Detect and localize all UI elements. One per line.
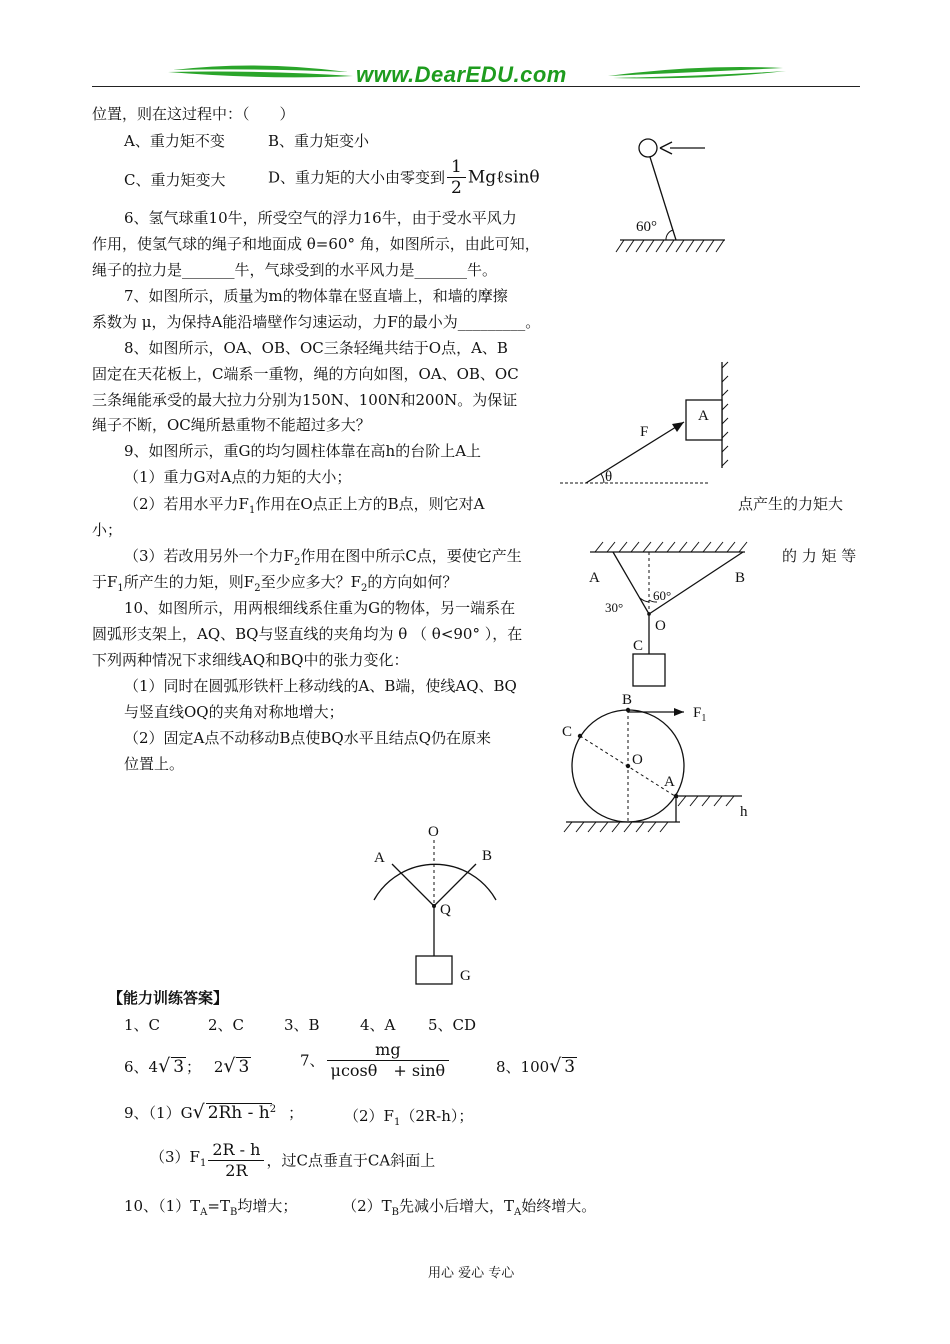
q6-line-3: 绳子的拉力是_______牛，气球受到的水平风力是_______牛。 (92, 261, 498, 279)
q7-line-2: 系数为 μ，为保持A能沿墙壁作匀速运动，力F的最小为_________。 (92, 313, 541, 331)
balloon-angle-label: 60° (636, 219, 657, 235)
header-rule (92, 86, 860, 87)
ropes-label-b: B (735, 570, 746, 586)
wall-angle-label: θ (605, 469, 613, 485)
q5-option-a: A、重力矩不变 (124, 132, 225, 150)
q5-option-c: C、重力矩变大 (124, 171, 226, 189)
q9-part-3: （3）若改用另外一个力$F_2$作用在图中所示C点，要使它产生 (124, 547, 522, 568)
q8-line-2: 固定在天花板上，C端系一重物，绳的方向如图，OA、OB、OC (92, 365, 519, 383)
answer-8: 8、100√ 3 (496, 1055, 576, 1077)
q5-stem: 位置，则在这过程中：（ ） (92, 105, 295, 123)
q10-line-3: 下列两种情况下求细线AQ和BQ中的张力变化： (92, 651, 409, 669)
cyl-label-c: C (562, 724, 573, 740)
cyl-label-a: A (664, 774, 675, 790)
figure-arc-support (360, 820, 510, 990)
q7-line-1: 7、如图所示，质量为m的物体靠在竖直墙上，和墙的摩擦 (124, 287, 508, 305)
ropes-label-a: A (589, 570, 600, 586)
answer-9-part-3: $(3)F_1$ $\frac{2R - h}{2R}$ ，过C点垂直于CA斜面上 (150, 1140, 436, 1180)
arc-label-o: O (428, 824, 439, 840)
q6-line-2: 作用，使氢气球的绳子和地面成 θ=60° 角，如图所示，由此可知， (92, 235, 540, 253)
q8-line-1: 8、如图所示，OA、OB、OC三条轻绳共结于O点，A、B (124, 339, 508, 357)
q10-part-1: （1）同时在圆弧形铁杆上移动线的A、B端，使线AQ、BQ (124, 677, 517, 695)
ropes-angle-60: 60° (653, 588, 672, 603)
q5-option-d: D、重力矩的大小由零变到 $\frac{1}{2}$ Mgℓsinθ (268, 157, 540, 198)
arc-label-q: Q (440, 902, 451, 918)
cyl-label-h: h (740, 804, 748, 820)
answer-2: 2、C (208, 1016, 245, 1034)
q9-part-3-end: 于$F_1$所产生的力矩，则$F_2$至少应多大？$F_2$的方向如何？ (92, 573, 458, 594)
q10-line-2: 圆弧形支架上，AQ、BQ与竖直线的夹角均为 θ （ θ<90° ），在 (92, 625, 523, 643)
cyl-label-o: O (632, 752, 643, 768)
figure-three-ropes (585, 540, 755, 690)
q8-line-3: 三条绳能承受的最大拉力分别为150N、100N和200N。为保证 (92, 391, 518, 409)
arc-label-a: A (374, 850, 385, 866)
answer-10: 10、$(1)T_A=T_B$均增大； $(2)T_B$先减小后增大，$T_A$始终增大。 (124, 1197, 597, 1218)
q8-line-4: 绳子不断，OC绳所悬重物不能超过多大？ (92, 416, 371, 434)
wall-force-label: F (640, 424, 649, 440)
answer-3: 3、B (284, 1016, 320, 1034)
q9-part-2: （2）若用水平力$F_1$作用在O点正上方的B点，则它对A (124, 495, 485, 516)
q9-part-1: （1）重力G对A点的力矩的大小； (124, 468, 352, 486)
arc-label-b: B (482, 848, 493, 864)
q9-part-2-right: 点产生的力矩大 (738, 495, 844, 513)
answer-9-part-2: $(2)F_1(2R-h)$； (344, 1107, 474, 1128)
figure-balloon (600, 130, 740, 260)
answer-7: 7、 $\frac{mg}{\mu\cos\theta + \sin\theta}$ (300, 1040, 451, 1081)
page-footer: 用心 爱心 专心 (428, 1266, 515, 1281)
q9-part-2-end: 小； (92, 521, 123, 539)
q5-option-b: B、重力矩变小 (268, 132, 370, 150)
cyl-label-f1: $F_1$ (693, 705, 707, 724)
q10-line-1: 10、如图所示，用两根细线系住重为G的物体，另一端系在 (124, 599, 516, 617)
ropes-label-o: O (655, 618, 666, 634)
answers-title: 【能力训练答案】 (108, 989, 229, 1007)
arc-label-g: G (460, 968, 471, 984)
cyl-label-b: B (622, 692, 633, 708)
header-logo-text: www.DearEDU.com (356, 62, 567, 87)
q10-part-1-end: 与竖直线OQ的夹角对称地增大； (124, 703, 344, 721)
figure-cylinder-step (560, 690, 760, 840)
answer-5: 5、CD (428, 1016, 477, 1034)
figure-wall-block (560, 360, 730, 490)
q10-part-2-end: 位置上。 (124, 755, 185, 773)
answer-1: 1、C (124, 1016, 161, 1034)
wall-block-label: A (698, 408, 709, 424)
answer-6: 6、4√ 3 ； 2√ 3 (124, 1055, 250, 1077)
answer-4: 4、A (360, 1016, 396, 1034)
q9-line-1: 9、如图所示，重G的均匀圆柱体靠在高h的台阶上A上 (124, 442, 482, 460)
q10-part-2: （2）固定A点不动移动B点使BQ水平且结点Q仍在原来 (124, 729, 492, 747)
answer-9-part-1: 9、（1）G√ $2Rh - h^2$ ； (124, 1101, 304, 1123)
q6-line-1: 6、氢气球重10牛，所受空气的浮力16牛，由于受水平风力 (124, 209, 517, 227)
q9-part-3-right: 的 力 矩 等 (782, 547, 857, 565)
ropes-angle-30: 30° (605, 600, 624, 615)
ropes-label-c: C (633, 638, 644, 654)
